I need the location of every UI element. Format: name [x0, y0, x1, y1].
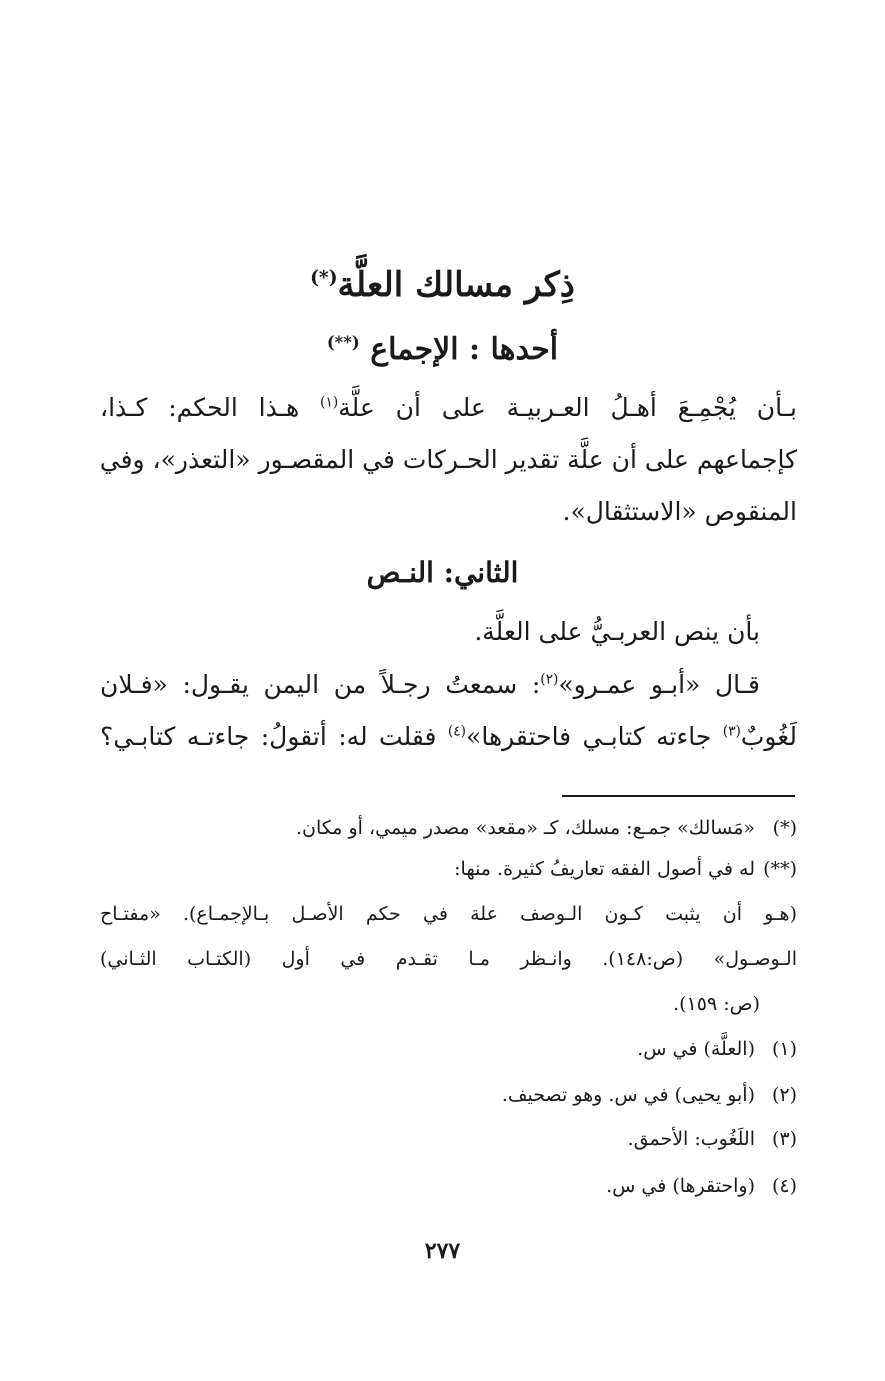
footnote-text: (واحتقرها) في س.	[606, 1175, 755, 1197]
body-line	[100, 393, 797, 422]
body-line	[100, 617, 760, 646]
text-segment: كإجماعهم على أن علَّة تقدير الحـركات في المقصـور «التعذر»، وفي	[99, 445, 797, 474]
text-segment: بأن ينص العربـيُّ على العلَّة.	[474, 617, 760, 646]
text-segment: فقلت له: أتقولُ: جاءتـه كتابـي؟	[100, 722, 448, 751]
footnote-ref: (٣)	[722, 723, 741, 740]
text-segment: بـأن يُجْمِـعَ أهـلُ العـربيـة على أن علَّة	[338, 393, 797, 422]
section1-title	[0, 332, 885, 367]
section1-title-text: أحدها : الإجماع	[370, 332, 559, 367]
footnote-3	[100, 1128, 797, 1150]
footnote-star1	[100, 817, 797, 839]
footnote-ref: (٢)	[540, 671, 559, 688]
footnote-number: (٣)	[771, 1128, 797, 1150]
footnote-4	[100, 1175, 797, 1197]
footnote-number: (٢)	[771, 1084, 797, 1106]
text-segment: جاءته كتابـي فاحتقرها»	[466, 722, 723, 751]
footnote-text: اللَغُوب: الأحمق.	[627, 1128, 755, 1150]
body-line	[100, 497, 797, 526]
text-segment: : سمعتُ رجـلاً من اليمن يقـول: «فـلان	[100, 670, 541, 699]
footnote-text: (أبو يحيى) في س. وهو تصحيف.	[501, 1084, 755, 1106]
footnote-separator	[562, 795, 795, 797]
footnote-text: «مَسالك» جمـع: مسلك، كـ «مقعد» مصدر ميمي، أو مكان.	[295, 817, 755, 839]
section2-title	[0, 556, 885, 589]
footnote-star2	[100, 858, 797, 880]
text-segment: المنقوص «الاستثقال».	[562, 497, 797, 526]
footnote-1	[100, 1038, 797, 1060]
chapter-title-footnote-mark: (*)	[310, 266, 338, 289]
text-segment: هـذا الحكم: كـذا،	[100, 393, 321, 422]
chapter-title	[0, 265, 885, 305]
footnote-2	[100, 1084, 797, 1106]
footnote-text: له في أصول الفقه تعاريفُ كثيرة. منها:	[454, 858, 755, 880]
text-segment: قـال «أبـو عمـرو»	[558, 670, 760, 699]
footnote-mark: (**)	[763, 858, 797, 880]
footnote-number: (٤)	[771, 1175, 797, 1197]
footnote-mark: (*)	[772, 817, 797, 839]
section1-title-footnote-mark: (**)	[326, 333, 360, 352]
footnote-quote-line	[100, 993, 760, 1015]
chapter-title-text: ذِكر مسالك العلَّة	[337, 265, 575, 305]
body-line	[100, 670, 760, 699]
footnote-quote-line	[100, 903, 797, 925]
footnote-ref: (١)	[320, 394, 339, 411]
text-segment: (هـو أن يثبت كـون الـوصف علة في حكم الأصـل بـالإجمـاع). «مفتـاح	[100, 903, 797, 925]
footnote-quote-line	[100, 948, 797, 970]
body-line	[100, 722, 797, 751]
footnote-number: (١)	[771, 1038, 797, 1060]
section2-title-text: الثاني: النـص	[366, 556, 519, 589]
footnote-text: (العلَّة) في س.	[637, 1038, 755, 1060]
text-segment: الـوصـول» (ص:١٤٨). وانـظر مـا تقـدم في أول (الكتـاب الثـاني)	[100, 948, 797, 970]
text-segment: لَغُوبٌ	[740, 722, 797, 751]
footnote-ref: (٤)	[447, 723, 467, 740]
page-number: ٢٧٧	[424, 1238, 461, 1264]
text-segment: (ص: ١٥٩).	[673, 993, 760, 1015]
body-line	[100, 445, 797, 474]
